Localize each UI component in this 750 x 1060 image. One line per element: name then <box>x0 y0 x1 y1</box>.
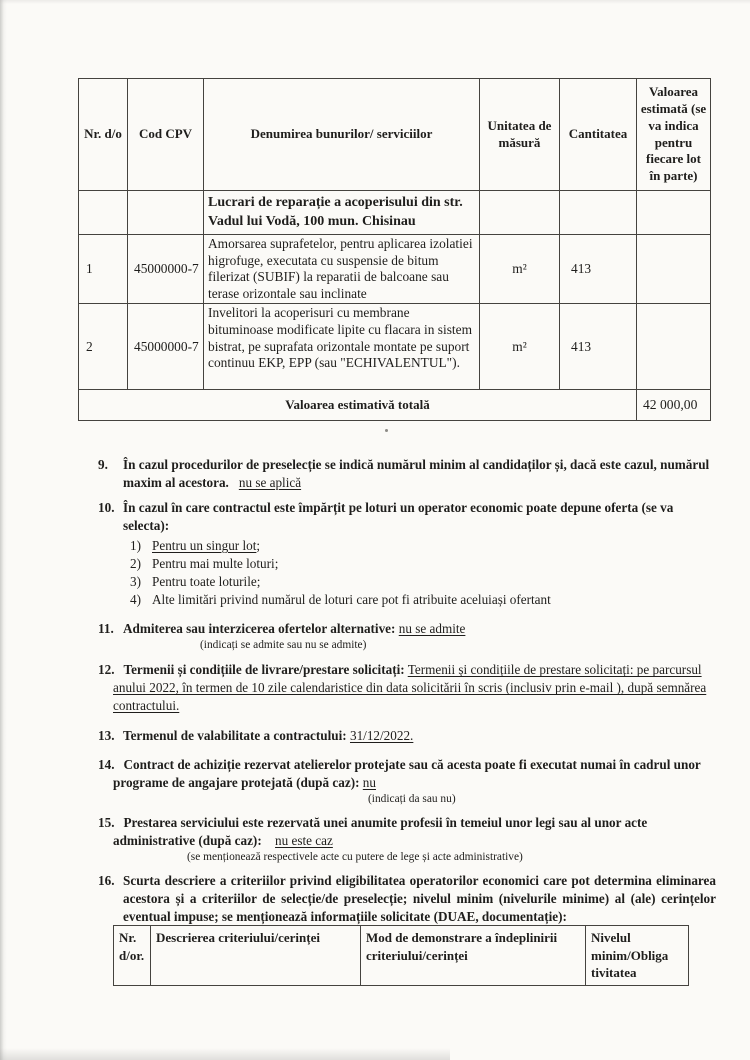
item-number: 14. <box>98 757 115 773</box>
total-label: Valoarea estimativă totală <box>79 390 637 421</box>
item-number: 13. <box>98 728 115 744</box>
row-number: 2 <box>79 304 128 390</box>
col-header-unitatea: Unitatea de măsură <box>480 79 560 191</box>
col-header-descrierea: Descrierea criteriului/cerinței <box>151 926 361 986</box>
list-item-11 <box>98 620 716 653</box>
item-answer: Termenii și condițiile de prestare solicitați: pe parcursul anului 2022, în termen de 10 zile calendaristice din data solicitării în scris (inclusiv prin e-mail ), după semnărea contractului. <box>113 662 707 714</box>
item-text: În cazul procedurilor de preselecție se indică numărul minim al candidaților și, dacă este cazul, numărul maxim al acestora. nu se aplică <box>123 457 710 490</box>
estimated-value-cell <box>637 304 711 390</box>
lot-title-row <box>79 191 711 235</box>
total-value: 42 000,00 <box>637 390 711 421</box>
col-header-valoarea: Valoarea estimată (se va indica pentru fiecare lot în parte) <box>637 79 711 191</box>
quantity: 413 <box>560 304 637 390</box>
item-hint: (se menționează respectivele acte cu putere de lege și acte administrative) <box>187 850 523 863</box>
sub-item-text: Alte limitări privind numărul de loturi care pot fi atribuite aceluiași ofertant <box>152 591 551 607</box>
sub-item-text: Pentru toate loturile; <box>152 573 261 589</box>
item-number: 16. <box>98 872 115 888</box>
empty-cell <box>637 191 711 235</box>
quantity: 413 <box>560 235 637 304</box>
item-answer: nu se aplică <box>238 474 302 490</box>
item-number: 10. <box>98 499 115 515</box>
scan-edge-bottom-artifact <box>0 1048 450 1060</box>
item-answer: 31/12/2022. <box>349 728 414 744</box>
table-header-row <box>79 79 711 191</box>
empty-cell <box>128 191 204 235</box>
list-item-14: 14. Contract de achiziție rezervat atelierelor protejate sau că acesta poate fi executat numai în cadrul unor programe de angajare protejată (după caz): nu (indicați da sau nu) <box>98 756 716 807</box>
list-item-12: 12. Termenii și condițiile de livrare/prestare solicitați: Termenii și condițiile de prestare solicitați: pe parcursul anului 2022, în termen de 10 zile calendaristice din data solicitării în scris (inclusiv prin e-mail ), după semnărea contractului. <box>98 662 707 714</box>
scan-edge-left-artifact <box>0 0 7 1060</box>
empty-cell <box>480 191 560 235</box>
unit-of-measure: m² <box>480 235 560 304</box>
lot-title: Lucrari de reparație a acoperisului din str. Vadul lui Vodă, 100 mun. Chisinau <box>204 191 480 235</box>
item-answer: nu se admite <box>398 620 466 636</box>
item-number: 11. <box>98 620 114 636</box>
list-item-10 <box>98 499 716 609</box>
empty-cell <box>79 191 128 235</box>
estimated-value-cell <box>637 235 711 304</box>
list-item-16 <box>98 872 716 926</box>
col-header-nivelul-minim: Nivelul minim/Obliga tivitatea <box>586 926 689 986</box>
col-header-mod-demonstrare: Mod de demonstrare a îndeplinirii criteriului/cerinței <box>361 926 586 986</box>
col-header-cantitatea: Cantitatea <box>560 79 637 191</box>
row-number: 1 <box>79 235 128 304</box>
scan-edge-top-artifact <box>0 0 750 4</box>
list-item-13 <box>98 727 716 745</box>
item-number: 12. <box>98 662 115 678</box>
item-number: 9. <box>98 457 108 472</box>
goods-services-table <box>78 78 711 421</box>
col-header-nr: Nr. d/o <box>79 79 128 191</box>
conditions-list <box>98 456 716 926</box>
empty-cell <box>560 191 637 235</box>
item-text: În cazul în care contractul este împărțit pe loturi un operator economic poate depune oferta (se va selecta): 1) Pentru un singur lot; 2) Pentru mai multe loturi; 3) Pentru toate loturile; 4) Alte limitări privind numărul de loturi care pot fi atribuite aceluiași ofertant <box>123 499 716 609</box>
sub-item-4: 4) Alte limitări privind numărul de loturi care pot fi atribuite aceluiași ofertant <box>130 591 551 607</box>
item-description: Amorsarea suprafetelor, pentru aplicarea izolatiei higrofuge, executata cu suspensie de bitum filerizat (SUBIF) la reparatii de balcoane sau terase orizontale sau inclinate <box>204 235 480 304</box>
list-item-15: 15. Prestarea serviciului este rezervată unei anumite profesii în temeiul unor legi sau al unor acte administrative (după caz): nu este caz (se menționează respectivele acte cu putere de lege și acte administrative) <box>98 814 716 865</box>
sub-item-text: Pentru mai multe loturi; <box>152 555 279 571</box>
item-answer: nu <box>362 775 376 791</box>
item-number: 15. <box>98 814 115 830</box>
sub-item-2: 2) Pentru mai multe loturi; <box>130 555 279 571</box>
item-text: Scurta descriere a criteriilor privind eligibilitatea operatorilor economici care pot determina eliminarea acestora și a criteriilor de selecție/de preselecție; nivelul minim (nivelurile minime) al (ale) cerințelor eventual impuse; se menționează informațiile solicitate (DUAE, documentație): <box>123 872 716 924</box>
scan-speck-artifact <box>385 429 388 432</box>
sub-item-3: 3) Pentru toate loturile; <box>130 573 261 589</box>
item-hint: (indicați da sau nu) <box>368 793 456 806</box>
criteria-header-row <box>114 926 689 986</box>
total-row <box>79 390 711 421</box>
list-item-9 <box>98 456 716 492</box>
table-row-1 <box>79 235 711 304</box>
sub-item-1: 1) Pentru un singur lot; <box>130 537 261 553</box>
sub-item-text: Pentru un singur lot; <box>152 537 261 553</box>
unit-of-measure: m² <box>480 304 560 390</box>
col-header-cpv: Cod CPV <box>128 79 204 191</box>
item-text: Termenul de valabilitate a contractului: 31/12/2022. <box>123 728 414 744</box>
item-description: Invelitori la acoperisuri cu membrane bituminoase modificate lipite cu flacara in sistem bistrat, pe suprafata orizontale montate pe suport continuu EKP, EPP (sau "ECHIVALENTUL"). <box>204 304 480 390</box>
cpv-code: 45000000-7 <box>128 235 204 304</box>
col-header-denumirea: Denumirea bunurilor/ serviciilor <box>204 79 480 191</box>
item-hint: (indicați se admite sau nu se admite) <box>200 638 367 651</box>
cpv-code: 45000000-7 <box>128 304 204 390</box>
table-row-2 <box>79 304 711 390</box>
eligibility-criteria-table <box>113 925 689 986</box>
lot-options-sublist <box>130 537 716 609</box>
col-header-nr-dor: Nr. d/or. <box>114 926 151 986</box>
item-answer: nu este caz <box>275 832 333 848</box>
item-text: Admiterea sau interzicerea ofertelor alternative: nu se admite (indicați se admite sau nu se admite) <box>123 620 716 653</box>
